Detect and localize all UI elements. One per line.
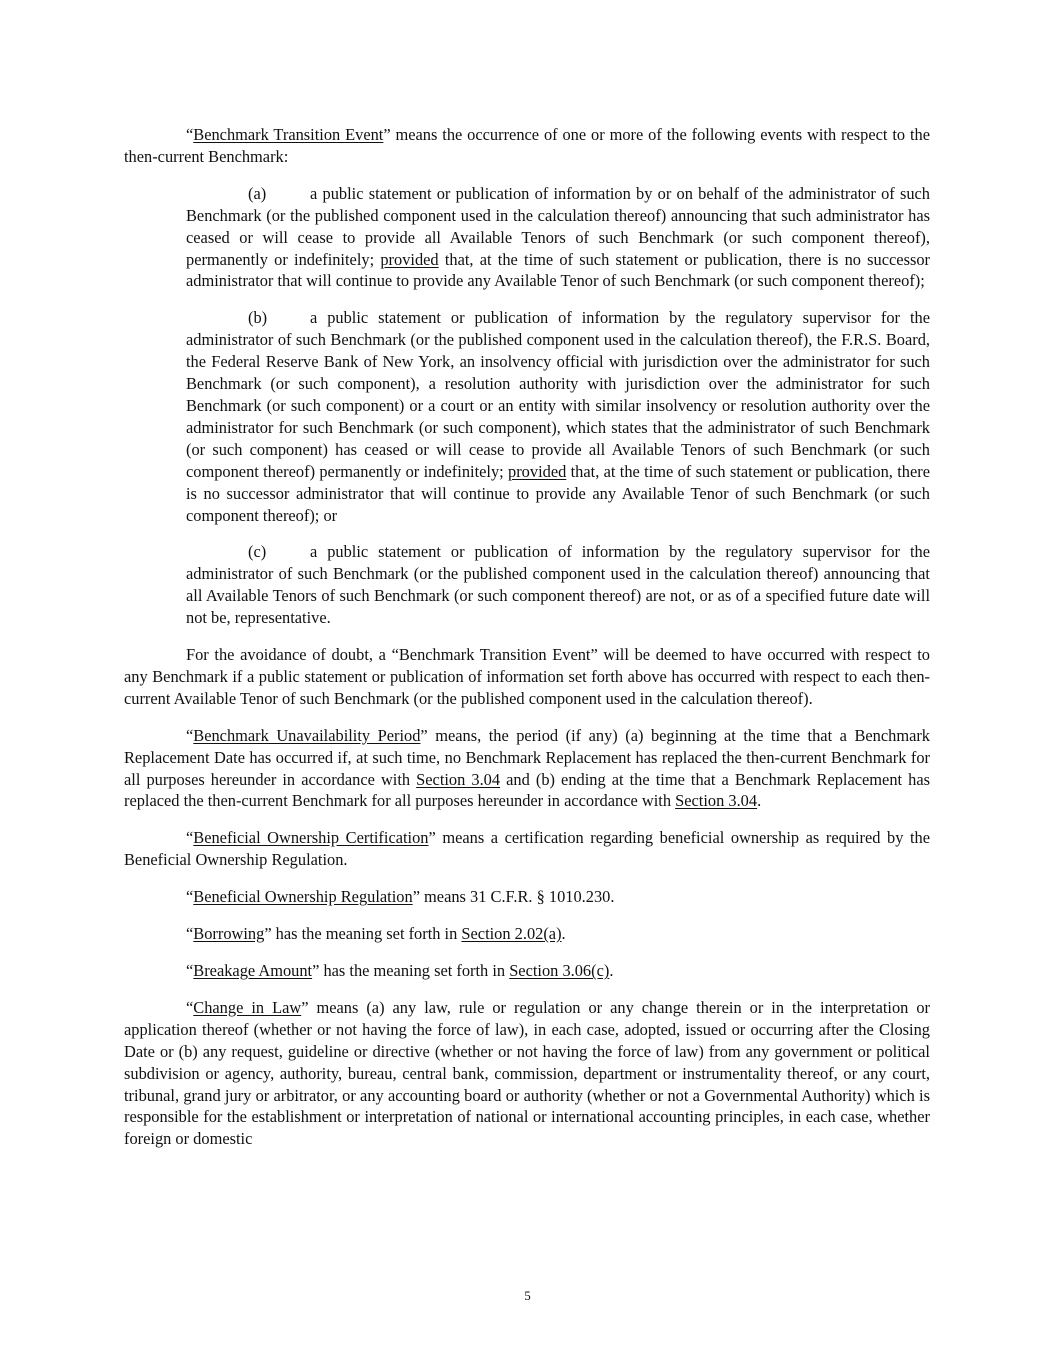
defined-term: Beneficial Ownership Certification: [193, 828, 429, 848]
proviso-term: provided: [508, 461, 567, 481]
clause-b: (b) a public statement or publication of information by the regulatory supervisor for the administrator of such Benchmark (or the published component used in the calculation thereof), the F.R.S. Board, the Federal Reserve Bank of New York, an insolvency official with jurisdiction over the administrator for such Benchmark (or such component), a resolution authority with jurisdiction over the administrator for such Benchmark (or such component) or a court or an entity with similar insolvency or resolution authority over the administrator for such Benchmark (or such component), which states that the administrator of such Benchmark (or such component) has ceased or will cease to provide all Available Tenors of such Benchmark (or such component thereof) permanently or indefinitely; provided that, at the time of such statement or publication, there is no successor administrator that will continue to provide any Available Tenor of such Benchmark (or such component thereof); or: [186, 308, 930, 525]
section-reference: Section 3.04: [416, 769, 501, 789]
definition-beneficial-ownership-certification: “Beneficial Ownership Certification” means a certification regarding beneficial ownership as required by the Beneficial Ownership Regulation.: [124, 828, 930, 870]
section-reference: Section 3.06(c): [509, 961, 610, 980]
definition-benchmark-unavailability-period: “Benchmark Unavailability Period” means, the period (if any) (a) beginning at the time that a Benchmark Replacement Date has occurred if, at such time, no Benchmark Replacement has replaced the then-current Benchmark for all purposes hereunder in accordance with Section 3.04 and (b) ending at the time that a Benchmark Replacement has replaced the then-current Benchmark for all purposes hereunder in accordance with Section 3.04.: [124, 725, 930, 811]
document-page: [124, 124, 930, 1165]
definition-borrowing: “Borrowing” has the meaning set forth in Section 2.02(a).: [186, 924, 566, 944]
clause-a: (a) a public statement or publication of information by or on behalf of the administrator of such Benchmark (or the published component used in the calculation thereof) announcing that such administrator has ceased or will cease to provide all Available Tenors of such Benchmark (or such component thereof), permanently or indefinitely; provided that, at the time of such statement or publication, there is no successor administrator that will continue to provide any Available Tenor of such Benchmark (or such component thereof);: [186, 183, 930, 291]
section-reference: Section 2.02(a): [461, 924, 562, 944]
defined-term: Change in Law: [193, 997, 302, 1017]
definition-beneficial-ownership-regulation: “Beneficial Ownership Regulation” means 31 C.F.R. § 1010.230.: [186, 887, 615, 907]
defined-term: Borrowing: [193, 924, 265, 944]
defined-term: Benchmark Transition Event: [193, 125, 384, 144]
clause-label: (c): [248, 542, 267, 562]
page-number: 5: [524, 1288, 531, 1303]
defined-term: Breakage Amount: [193, 961, 313, 980]
definition-breakage-amount: “Breakage Amount” has the meaning set forth in Section 3.06(c).: [186, 961, 614, 980]
definition-benchmark-transition-event: “Benchmark Transition Event” means the occurrence of one or more of the following events with respect to the then-current Benchmark:: [124, 125, 930, 166]
definition-change-in-law: “Change in Law” means (a) any law, rule or regulation or any change therein or in the interpretation or application thereof (whether or not having the force of law), in each case, adopted, issued or occurring after the Closing Date or (b) any request, guideline or directive (whether or not having the force of law) from any government or political subdivision or agency, authority, bureau, central bank, commission, department or instrumentality thereof, or any court, tribunal, grand jury or arbitrator, or any accounting board or authority (whether or not a Governmental Authority) which is responsible for the establishment or interpretation of national or international accounting principles, in each case, whether foreign or domestic: [124, 997, 930, 1149]
clause-label: (a): [248, 183, 267, 203]
avoidance-of-doubt-paragraph: For the avoidance of doubt, a “Benchmark Transition Event” will be deemed to have occurred with respect to any Benchmark if a public statement or publication of information set forth above has occurred with respect to each then-current Available Tenor of such Benchmark (or the published component used in the calculation thereof).: [124, 645, 930, 708]
clause-c: (c) a public statement or publication of information by the regulatory supervisor for the administrator of such Benchmark (or the published component used in the calculation thereof) announcing that all Available Tenors of such Benchmark (or such component thereof) are not, or as of a specified future date will not be, representative.: [186, 542, 930, 628]
clause-label: (b): [248, 308, 268, 328]
section-reference: Section 3.04: [675, 791, 758, 811]
defined-term: Beneficial Ownership Regulation: [193, 887, 413, 907]
proviso-term: provided: [380, 249, 439, 269]
defined-term: Benchmark Unavailability Period: [193, 725, 421, 745]
